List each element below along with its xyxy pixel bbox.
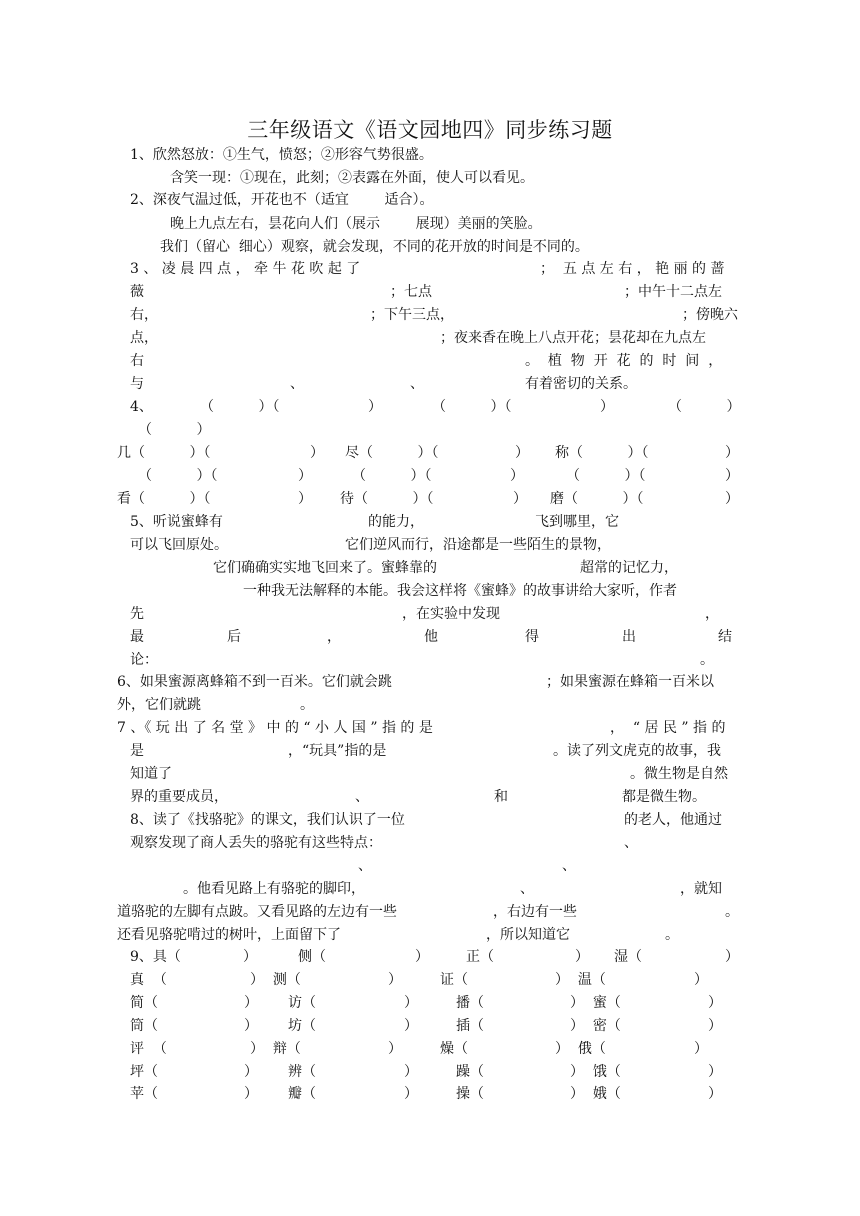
text-segment: 操（ <box>456 1086 484 1102</box>
text-segment: ） 娥（ <box>570 1086 621 1102</box>
text-segment: 简（ <box>130 995 158 1011</box>
text-segment: 坪（ <box>130 1064 158 1080</box>
text-segment: ；夜来香在晚上八点开花；昙花却在九点左 <box>440 330 706 346</box>
text-segment: ） <box>575 949 589 965</box>
text-segment: 都是微生物。 <box>622 789 706 805</box>
text-segment: ，所以知道它 <box>486 927 570 943</box>
text-segment: 知道了 <box>130 766 172 782</box>
text-segment: ） 俄（ <box>555 1041 606 1057</box>
text-segment: 与 <box>130 376 144 392</box>
text-segment: ） <box>708 1064 722 1080</box>
text-segment: ） <box>725 468 739 484</box>
text-segment: 、 <box>520 881 534 897</box>
text-segment: ） <box>244 1086 258 1102</box>
text-segment: ） 测（ <box>250 972 301 988</box>
text-segment: ，“玩具”指的是 <box>288 743 387 759</box>
text-segment: ） <box>708 1018 722 1034</box>
text-segment: 有着密切的关系。 <box>525 376 637 392</box>
text-segment: 辨（ <box>288 1064 316 1080</box>
text-segment: ） <box>404 1064 418 1080</box>
text-segment: 3 、 凌 晨 四 点 ， 牵 牛 花 吹 起 了 <box>130 261 361 277</box>
text-segment: 论： <box>130 652 158 668</box>
text-segment: ；下午三点， <box>370 307 454 323</box>
text-segment: ） <box>404 1018 418 1034</box>
text-segment: 1、欣然怒放：①生气，愤怒；②形容气势很盛。 <box>130 147 433 163</box>
text-segment: ） <box>415 949 429 965</box>
text-segment: 筒（ <box>130 1018 158 1034</box>
text-segment: 、 <box>358 858 372 874</box>
text-segment: （ ）（ <box>200 399 280 415</box>
text-segment: 还看见骆驼啃过的树叶，上面留下了 <box>117 927 341 943</box>
text-segment: 它们逆风而行，沿途都是一些陌生的景物， <box>345 537 611 553</box>
text-segment: ； 五 点 左 右 ， 艳 丽 的 蔷 <box>540 261 725 277</box>
text-segment: 9、具（ <box>130 949 181 965</box>
text-segment: ） 辩（ <box>250 1041 301 1057</box>
text-segment: ） <box>298 468 312 484</box>
text-segment: ） <box>243 949 257 965</box>
text-segment: ） <box>388 1041 402 1057</box>
text-segment: 侧（ <box>298 949 326 965</box>
page-title: 三年级语文《语文园地四》同步练习题 <box>247 118 613 142</box>
text-segment: 真 （ <box>130 972 167 988</box>
text-segment: 5、听说蜜蜂有 <box>130 514 223 530</box>
text-segment: ；七点 <box>390 284 432 300</box>
text-segment: 最 <box>130 629 144 645</box>
text-segment: ） <box>725 445 739 461</box>
text-segment: 评 （ <box>130 1041 167 1057</box>
text-segment: 右 <box>130 353 144 369</box>
text-segment: ） <box>725 491 739 507</box>
text-segment: 出 <box>622 629 636 645</box>
text-segment: 。 <box>725 904 739 920</box>
text-segment: 燥（ <box>440 1041 468 1057</box>
text-segment: ） 温（ <box>555 972 606 988</box>
text-segment: 。 植 物 开 花 的 时 间 ， <box>525 353 723 369</box>
text-segment: ， <box>327 629 341 645</box>
text-segment: ） <box>310 445 324 461</box>
text-segment: 证（ <box>440 972 468 988</box>
text-segment: 。微生物是自然 <box>630 766 728 782</box>
text-segment: 访（ <box>288 995 316 1011</box>
text-segment: 插（ <box>456 1018 484 1034</box>
text-segment: ；如果蜜源在蜂箱一百米以 <box>546 674 714 690</box>
text-segment: 他 <box>424 629 438 645</box>
text-segment: 6、如果蜜源离蜂箱不到一百米。它们就会跳 <box>117 674 392 690</box>
text-segment: 含笑一现：①现在，此刻；②表露在外面，使人可以看见。 <box>170 170 534 186</box>
text-segment: 。 <box>665 927 679 943</box>
text-segment: 可以飞回原处。 <box>130 537 228 553</box>
text-segment: 播（ <box>456 995 484 1011</box>
text-segment: 躁（ <box>456 1064 484 1080</box>
text-segment: 4、 <box>130 399 153 415</box>
text-segment: 后 <box>227 629 241 645</box>
text-segment: 瓣（ <box>288 1086 316 1102</box>
text-segment: 它们确确实实地飞回来了。蜜蜂靠的 <box>213 560 437 576</box>
text-segment: ， <box>705 606 719 622</box>
text-segment: 、 <box>562 858 576 874</box>
text-segment: （ ）（ <box>432 399 512 415</box>
text-segment: ） <box>404 995 418 1011</box>
text-segment: ） <box>708 995 722 1011</box>
text-segment: 是 <box>130 743 144 759</box>
text-segment: 。他看见路上有骆驼的脚印， <box>183 881 365 897</box>
text-segment: 尽（ ）（ <box>345 445 439 461</box>
text-segment: 界的重要成员， <box>130 789 228 805</box>
text-segment: ） <box>244 1064 258 1080</box>
text-segment: 2、深夜气温过低，开花也不（适宜 适合）。 <box>130 192 434 208</box>
text-segment: ） <box>725 949 739 965</box>
text-segment: ） <box>298 491 312 507</box>
text-segment: 晚上九点左右，昙花向人们（展示 展现）美丽的笑脸。 <box>170 216 542 232</box>
text-segment: （ ） <box>668 399 741 415</box>
text-segment: 超常的记忆力， <box>580 560 678 576</box>
text-segment: ） <box>404 1086 418 1102</box>
text-segment: 。 <box>700 652 714 668</box>
text-segment: 一种我无法解释的本能。我会这样将《蜜蜂》的故事讲给大家听，作者 <box>243 583 677 599</box>
text-segment: 、 <box>355 789 369 805</box>
text-segment: 。 <box>300 697 314 713</box>
text-segment: ，在实验中发现 <box>402 606 500 622</box>
text-segment: 先 <box>130 606 144 622</box>
text-segment: 磨（ ）（ <box>550 491 644 507</box>
text-segment: ） <box>694 1041 708 1057</box>
text-segment: ） <box>600 399 614 415</box>
text-segment: ） 蜜（ <box>570 995 621 1011</box>
text-segment: ） <box>515 445 529 461</box>
text-segment: ；傍晚六 <box>682 307 738 323</box>
text-segment: ） <box>510 468 524 484</box>
text-segment: 和 <box>494 789 508 805</box>
text-segment: ） <box>368 399 382 415</box>
text-segment: （ ）（ <box>566 468 646 484</box>
text-segment: （ ）（ <box>352 468 432 484</box>
text-segment: 看（ ）（ <box>117 491 211 507</box>
text-segment: 、 <box>624 835 638 851</box>
text-segment: 、 <box>290 376 304 392</box>
text-segment: 7 、《 玩 出 了 名 堂 》 中 的 “ 小 人 国 ” 指 的 是 <box>117 720 433 736</box>
text-segment: ，就知 <box>680 881 722 897</box>
text-segment: 薇 <box>130 284 144 300</box>
text-segment: 我们（留心 细心）观察，就会发现，不同的花开放的时间是不同的。 <box>160 239 589 255</box>
text-segment: 称（ ）（ <box>555 445 649 461</box>
text-segment: （ ）（ <box>138 468 218 484</box>
text-segment: 点， <box>130 330 158 346</box>
text-segment: ） <box>694 972 708 988</box>
text-segment: ， “ 居 民 ” 指 的 <box>610 720 726 736</box>
text-segment: ） <box>388 972 402 988</box>
text-segment: 8、读了《找骆驼》的课文，我们认识了一位 <box>130 812 405 828</box>
text-segment: 观察发现了商人丢失的骆驼有这些特点： <box>130 835 382 851</box>
text-segment: 、 <box>410 376 424 392</box>
text-segment: 右， <box>130 307 158 323</box>
text-segment: 湿（ <box>614 949 642 965</box>
text-segment: ） <box>244 1018 258 1034</box>
text-segment: 待（ ）（ <box>340 491 434 507</box>
text-segment: （ ） <box>138 422 211 438</box>
text-segment: ） <box>244 995 258 1011</box>
text-segment: 坊（ <box>288 1018 316 1034</box>
text-segment: ；中午十二点左 <box>624 284 722 300</box>
text-segment: ） <box>513 491 527 507</box>
text-segment: 飞到哪里，它 <box>535 514 619 530</box>
text-segment: 正（ <box>466 949 494 965</box>
text-segment: 几（ ）（ <box>117 445 211 461</box>
text-segment: 的老人，他通过 <box>624 812 722 828</box>
text-segment: 外，它们就跳 <box>117 697 201 713</box>
text-segment: 道骆驼的左脚有点跛。又看见路的左边有一些 <box>117 904 397 920</box>
text-segment: 苹（ <box>130 1086 158 1102</box>
text-segment: ） 密（ <box>570 1018 621 1034</box>
text-segment: 的能力， <box>368 514 424 530</box>
text-segment: 结 <box>718 629 732 645</box>
text-segment: ） 饿（ <box>570 1064 621 1080</box>
text-segment: ，右边有一些 <box>493 904 577 920</box>
text-segment: 。读了列文虎克的故事，我 <box>553 743 721 759</box>
text-segment: 得 <box>525 629 539 645</box>
text-segment: ） <box>708 1086 722 1102</box>
